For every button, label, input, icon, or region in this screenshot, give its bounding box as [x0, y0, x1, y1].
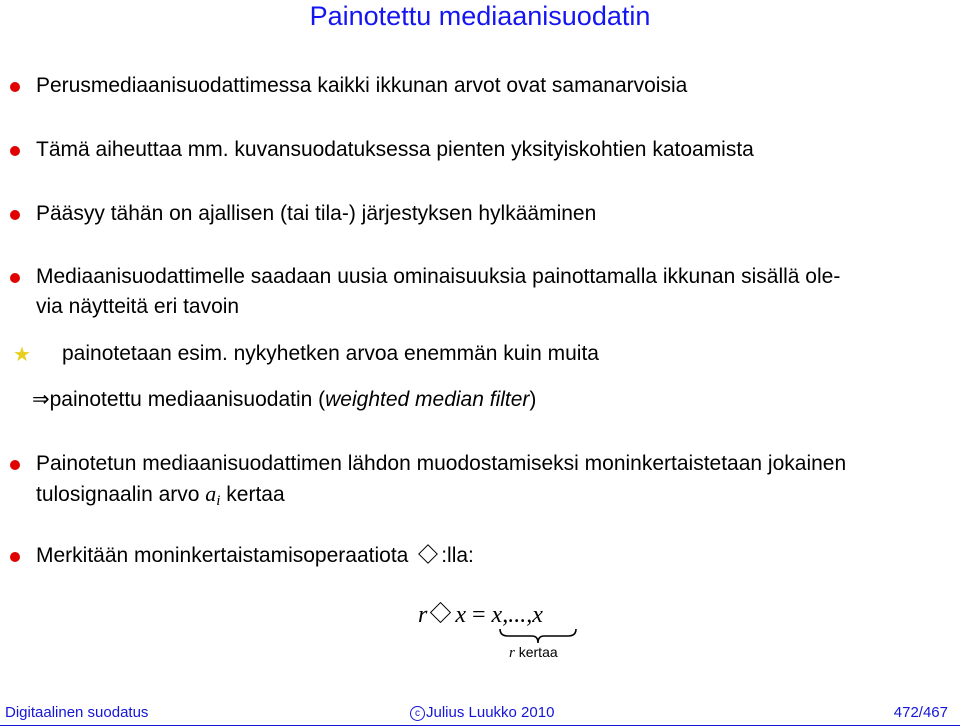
underbrace-icon	[498, 627, 578, 645]
implication-after: )	[529, 388, 537, 411]
implication-italic: weighted median filter	[325, 388, 530, 411]
bullet-text-line-1: Mediaanisuodattimelle saadaan uusia ominaisuuksia painottamalla ikkunan sisällä ole-	[36, 265, 841, 288]
formula-lhs-r: r	[418, 602, 428, 628]
bullet-item-1	[36, 71, 952, 101]
red-dot-bullet-icon	[10, 460, 20, 470]
formula-lhs-x: x	[455, 602, 466, 628]
math-subscript-i: i	[216, 493, 221, 509]
bullet-item-6	[36, 541, 952, 571]
star-icon: ★	[13, 344, 31, 366]
footer-page-number: 472/467	[893, 704, 948, 721]
formula-rhs: x,...,x	[491, 602, 543, 628]
bullet-item-5	[36, 449, 952, 516]
footer-copyright	[410, 704, 554, 726]
math-var-a: a	[205, 481, 217, 506]
underbrace-label	[509, 644, 558, 662]
red-dot-bullet-icon	[10, 146, 20, 156]
red-dot-bullet-icon	[10, 552, 20, 562]
diamond-operator-icon	[430, 602, 451, 623]
copyright-icon: c	[410, 706, 425, 721]
brace-text: kertaa	[518, 644, 558, 660]
bullet-text-before: Merkitään moninkertaistamisoperaatiota	[36, 544, 415, 567]
footer-author: Julius Luukko 2010	[426, 704, 555, 721]
red-dot-bullet-icon	[10, 210, 20, 220]
implication-before: painotettu mediaanisuodatin (	[49, 388, 326, 411]
bullet-text-line-2	[36, 479, 952, 516]
bullet-item-4	[36, 262, 952, 322]
brace-var: r	[509, 645, 515, 661]
formula-equals: =	[472, 602, 486, 628]
text-after-var: kertaa	[220, 483, 285, 506]
footer-rule	[0, 725, 960, 726]
text-before-var: tulosignaalin arvo	[36, 483, 206, 506]
bullet-item-2	[36, 135, 952, 165]
bullet-text: Pääsyy tähän on ajallisen (tai tila-) järjestyksen hylkääminen	[36, 202, 597, 225]
bullet-text: Perusmediaanisuodattimessa kaikki ikkunan arvot ovat samanarvoisia	[36, 74, 688, 97]
implies-arrow-icon: ⇒	[32, 388, 50, 411]
bullet-text-after: :lla:	[441, 544, 474, 567]
slide-title: Painotettu mediaanisuodatin	[309, 1, 651, 31]
sub-item-text: painotetaan esim. nykyhetken arvoa enemmän kuin muita	[62, 342, 599, 365]
bullet-item-3	[36, 199, 952, 229]
bullet-text-line-1: Painotetun mediaanisuodattimen lähdon muodostamiseksi moninkertaistetaan jokainen	[36, 452, 847, 475]
implication-line	[32, 385, 536, 415]
bullet-text: Tämä aiheuttaa mm. kuvansuodatuksessa pienten yksityiskohtien katoamista	[36, 138, 754, 161]
bullet-text-line-2: via näytteitä eri tavoin	[36, 295, 240, 318]
diamond-operator-icon	[418, 544, 438, 564]
red-dot-bullet-icon	[10, 273, 20, 283]
red-dot-bullet-icon	[10, 82, 20, 92]
footer-course-title: Digitaalinen suodatus	[5, 704, 149, 721]
